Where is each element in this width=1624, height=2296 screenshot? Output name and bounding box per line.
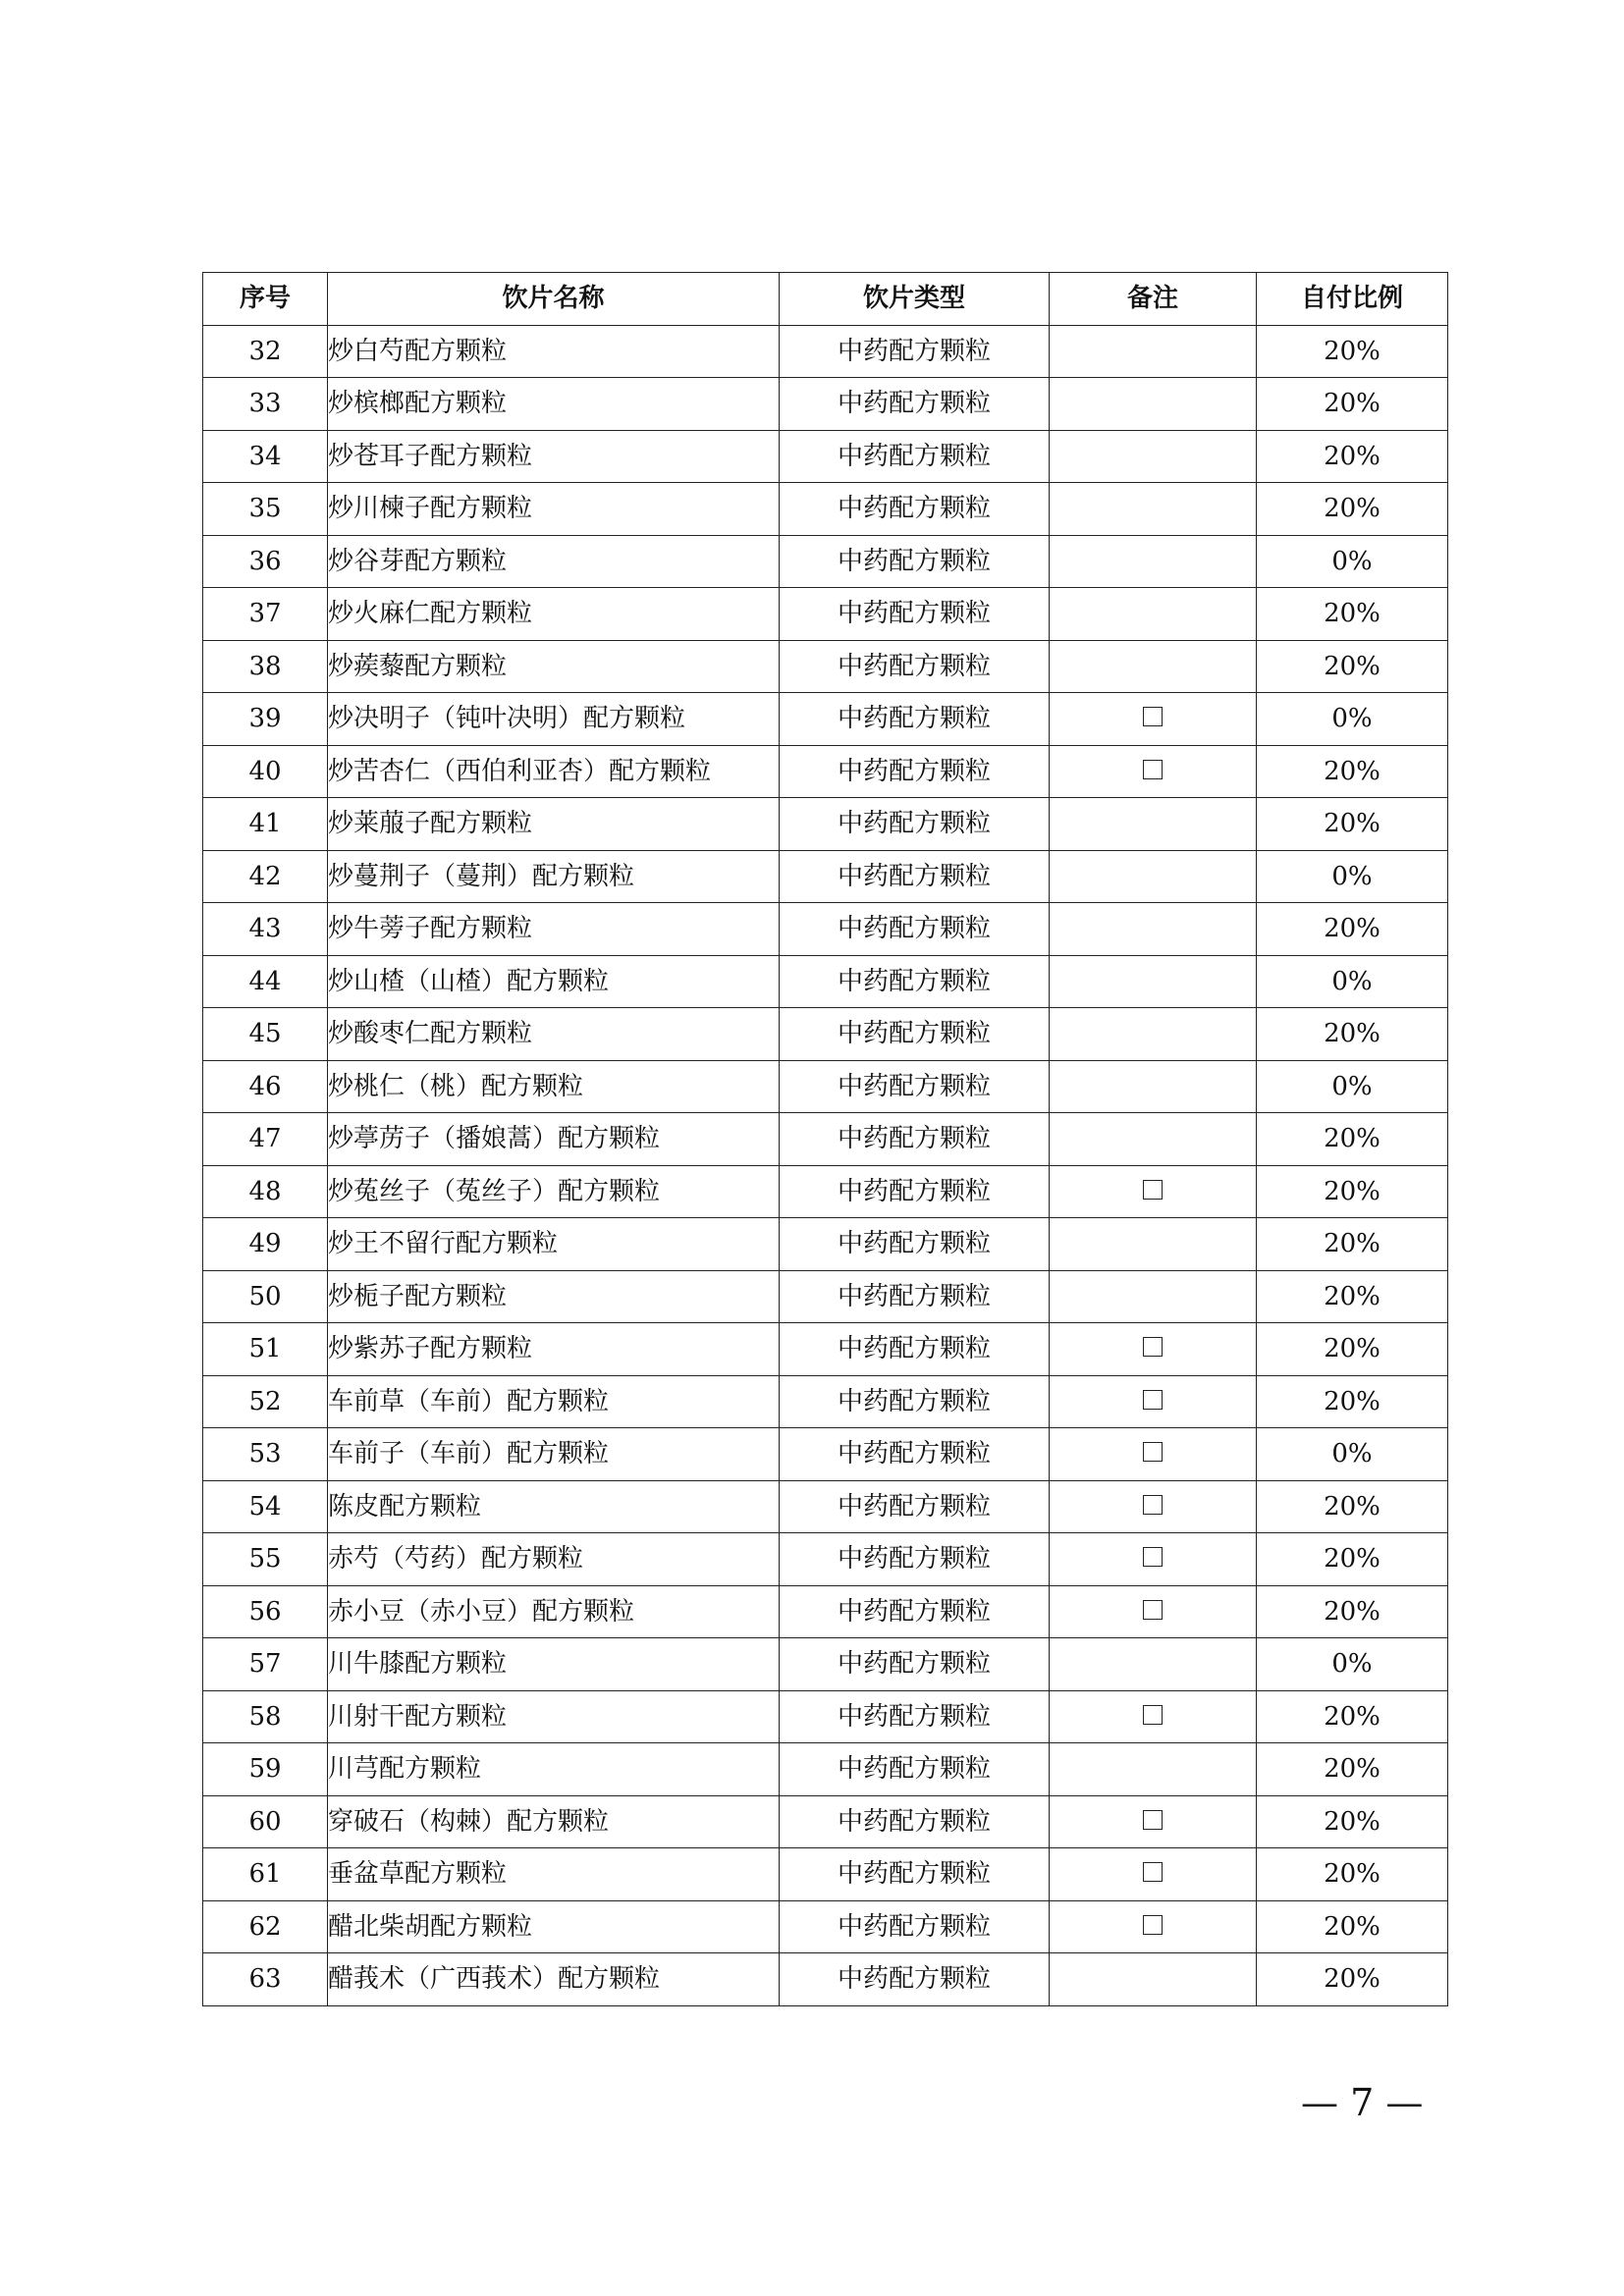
cell-number: 59 bbox=[203, 1743, 328, 1796]
cell-number: 50 bbox=[203, 1270, 328, 1323]
cell-name: 炒决明子（钝叶决明）配方颗粒 bbox=[328, 693, 780, 746]
cell-number: 40 bbox=[203, 745, 328, 798]
cell-type: 中药配方颗粒 bbox=[780, 640, 1050, 693]
cell-rate: 20% bbox=[1257, 1795, 1448, 1848]
table-row bbox=[203, 1690, 1448, 1743]
table-row bbox=[203, 1795, 1448, 1848]
cell-name: 炒苍耳子配方颗粒 bbox=[328, 430, 780, 483]
table-row bbox=[203, 1008, 1448, 1061]
cell-rate: 20% bbox=[1257, 1533, 1448, 1586]
cell-type: 中药配方颗粒 bbox=[780, 1060, 1050, 1113]
cell-note bbox=[1050, 1848, 1257, 1901]
cell-number: 44 bbox=[203, 955, 328, 1008]
page-number: — 7 — bbox=[1301, 2081, 1424, 2124]
cell-note bbox=[1050, 535, 1257, 588]
table-row bbox=[203, 1743, 1448, 1796]
cell-note bbox=[1050, 483, 1257, 536]
cell-note bbox=[1050, 1428, 1257, 1481]
header-name: 饮片名称 bbox=[328, 273, 780, 326]
table-row bbox=[203, 588, 1448, 641]
cell-note bbox=[1050, 1585, 1257, 1638]
cell-name: 川射干配方颗粒 bbox=[328, 1690, 780, 1743]
cell-number: 32 bbox=[203, 325, 328, 378]
cell-type: 中药配方颗粒 bbox=[780, 745, 1050, 798]
cell-note bbox=[1050, 1218, 1257, 1271]
cell-rate: 20% bbox=[1257, 1008, 1448, 1061]
cell-rate: 20% bbox=[1257, 1270, 1448, 1323]
cell-type: 中药配方颗粒 bbox=[780, 1270, 1050, 1323]
cell-note bbox=[1050, 430, 1257, 483]
cell-number: 46 bbox=[203, 1060, 328, 1113]
cell-note bbox=[1050, 745, 1257, 798]
cell-note bbox=[1050, 1270, 1257, 1323]
cell-note bbox=[1050, 903, 1257, 956]
cell-rate: 20% bbox=[1257, 325, 1448, 378]
cell-type: 中药配方颗粒 bbox=[780, 1428, 1050, 1481]
cell-name: 炒槟榔配方颗粒 bbox=[328, 378, 780, 431]
cell-number: 52 bbox=[203, 1375, 328, 1428]
cell-name: 川芎配方颗粒 bbox=[328, 1743, 780, 1796]
cell-rate: 20% bbox=[1257, 1323, 1448, 1376]
table-row bbox=[203, 1375, 1448, 1428]
table-row bbox=[203, 1428, 1448, 1481]
cell-name: 炒蔓荆子（蔓荆）配方颗粒 bbox=[328, 850, 780, 903]
cell-note bbox=[1050, 1323, 1257, 1376]
herb-table bbox=[202, 272, 1448, 2006]
table-row bbox=[203, 1638, 1448, 1691]
cell-name: 垂盆草配方颗粒 bbox=[328, 1848, 780, 1901]
cell-number: 62 bbox=[203, 1900, 328, 1953]
cell-rate: 20% bbox=[1257, 1900, 1448, 1953]
cell-name: 炒火麻仁配方颗粒 bbox=[328, 588, 780, 641]
cell-type: 中药配方颗粒 bbox=[780, 903, 1050, 956]
cell-name: 醋莪术（广西莪术）配方颗粒 bbox=[328, 1953, 780, 2006]
cell-note bbox=[1050, 1060, 1257, 1113]
table-row bbox=[203, 535, 1448, 588]
cell-note bbox=[1050, 1638, 1257, 1691]
cell-note bbox=[1050, 1533, 1257, 1586]
cell-type: 中药配方颗粒 bbox=[780, 1953, 1050, 2006]
cell-rate: 0% bbox=[1257, 1060, 1448, 1113]
cell-type: 中药配方颗粒 bbox=[780, 1638, 1050, 1691]
cell-rate: 20% bbox=[1257, 483, 1448, 536]
table-row bbox=[203, 483, 1448, 536]
checkbox-icon bbox=[1143, 760, 1163, 779]
cell-type: 中药配方颗粒 bbox=[780, 1690, 1050, 1743]
checkbox-icon bbox=[1143, 1862, 1163, 1882]
cell-number: 37 bbox=[203, 588, 328, 641]
cell-number: 35 bbox=[203, 483, 328, 536]
cell-note bbox=[1050, 378, 1257, 431]
cell-name: 赤小豆（赤小豆）配方颗粒 bbox=[328, 1585, 780, 1638]
table-row bbox=[203, 1533, 1448, 1586]
cell-name: 炒山楂（山楂）配方颗粒 bbox=[328, 955, 780, 1008]
cell-rate: 20% bbox=[1257, 1113, 1448, 1166]
cell-number: 54 bbox=[203, 1480, 328, 1533]
cell-rate: 20% bbox=[1257, 640, 1448, 693]
header-number: 序号 bbox=[203, 273, 328, 326]
table-row bbox=[203, 1480, 1448, 1533]
cell-type: 中药配方颗粒 bbox=[780, 378, 1050, 431]
cell-type: 中药配方颗粒 bbox=[780, 955, 1050, 1008]
cell-note bbox=[1050, 1795, 1257, 1848]
cell-number: 47 bbox=[203, 1113, 328, 1166]
cell-type: 中药配方颗粒 bbox=[780, 1375, 1050, 1428]
cell-name: 炒谷芽配方颗粒 bbox=[328, 535, 780, 588]
cell-type: 中药配方颗粒 bbox=[780, 1795, 1050, 1848]
cell-type: 中药配方颗粒 bbox=[780, 1585, 1050, 1638]
cell-name: 赤芍（芍药）配方颗粒 bbox=[328, 1533, 780, 1586]
cell-type: 中药配方颗粒 bbox=[780, 325, 1050, 378]
cell-number: 60 bbox=[203, 1795, 328, 1848]
cell-note bbox=[1050, 1113, 1257, 1166]
cell-rate: 20% bbox=[1257, 1375, 1448, 1428]
cell-type: 中药配方颗粒 bbox=[780, 1900, 1050, 1953]
cell-name: 炒酸枣仁配方颗粒 bbox=[328, 1008, 780, 1061]
cell-number: 36 bbox=[203, 535, 328, 588]
cell-name: 炒王不留行配方颗粒 bbox=[328, 1218, 780, 1271]
cell-name: 炒莱菔子配方颗粒 bbox=[328, 798, 780, 851]
cell-note bbox=[1050, 1690, 1257, 1743]
header-rate: 自付比例 bbox=[1257, 273, 1448, 326]
cell-type: 中药配方颗粒 bbox=[780, 1165, 1050, 1218]
cell-type: 中药配方颗粒 bbox=[780, 798, 1050, 851]
table-row bbox=[203, 745, 1448, 798]
cell-note bbox=[1050, 1900, 1257, 1953]
cell-note bbox=[1050, 1008, 1257, 1061]
checkbox-icon bbox=[1143, 1547, 1163, 1567]
cell-type: 中药配方颗粒 bbox=[780, 1533, 1050, 1586]
cell-rate: 0% bbox=[1257, 1428, 1448, 1481]
cell-name: 炒桃仁（桃）配方颗粒 bbox=[328, 1060, 780, 1113]
cell-name: 炒菟丝子（菟丝子）配方颗粒 bbox=[328, 1165, 780, 1218]
cell-number: 33 bbox=[203, 378, 328, 431]
cell-type: 中药配方颗粒 bbox=[780, 1848, 1050, 1901]
cell-type: 中药配方颗粒 bbox=[780, 1323, 1050, 1376]
cell-rate: 0% bbox=[1257, 693, 1448, 746]
cell-note bbox=[1050, 798, 1257, 851]
table-row bbox=[203, 798, 1448, 851]
cell-type: 中药配方颗粒 bbox=[780, 850, 1050, 903]
cell-rate: 0% bbox=[1257, 535, 1448, 588]
cell-rate: 20% bbox=[1257, 1743, 1448, 1796]
cell-rate: 20% bbox=[1257, 745, 1448, 798]
checkbox-icon bbox=[1143, 1705, 1163, 1725]
table-row bbox=[203, 1848, 1448, 1901]
table-row bbox=[203, 903, 1448, 956]
table-row bbox=[203, 640, 1448, 693]
cell-note bbox=[1050, 955, 1257, 1008]
cell-note bbox=[1050, 588, 1257, 641]
table-row bbox=[203, 850, 1448, 903]
cell-type: 中药配方颗粒 bbox=[780, 535, 1050, 588]
checkbox-icon bbox=[1143, 1337, 1163, 1357]
cell-name: 陈皮配方颗粒 bbox=[328, 1480, 780, 1533]
table-row bbox=[203, 955, 1448, 1008]
cell-name: 炒栀子配方颗粒 bbox=[328, 1270, 780, 1323]
cell-number: 43 bbox=[203, 903, 328, 956]
cell-number: 61 bbox=[203, 1848, 328, 1901]
cell-note bbox=[1050, 1743, 1257, 1796]
table-row bbox=[203, 1165, 1448, 1218]
table-row bbox=[203, 1900, 1448, 1953]
cell-number: 51 bbox=[203, 1323, 328, 1376]
table-row bbox=[203, 1585, 1448, 1638]
checkbox-icon bbox=[1143, 1390, 1163, 1410]
cell-name: 车前草（车前）配方颗粒 bbox=[328, 1375, 780, 1428]
cell-note bbox=[1050, 850, 1257, 903]
table-row bbox=[203, 1323, 1448, 1376]
cell-type: 中药配方颗粒 bbox=[780, 1113, 1050, 1166]
cell-type: 中药配方颗粒 bbox=[780, 483, 1050, 536]
cell-name: 炒川楝子配方颗粒 bbox=[328, 483, 780, 536]
cell-name: 醋北柴胡配方颗粒 bbox=[328, 1900, 780, 1953]
cell-number: 38 bbox=[203, 640, 328, 693]
table-row bbox=[203, 1270, 1448, 1323]
table-row bbox=[203, 693, 1448, 746]
cell-number: 53 bbox=[203, 1428, 328, 1481]
cell-rate: 20% bbox=[1257, 903, 1448, 956]
header-type: 饮片类型 bbox=[780, 273, 1050, 326]
checkbox-icon bbox=[1143, 1810, 1163, 1830]
cell-type: 中药配方颗粒 bbox=[780, 1218, 1050, 1271]
cell-number: 45 bbox=[203, 1008, 328, 1061]
checkbox-icon bbox=[1143, 1495, 1163, 1515]
cell-rate: 0% bbox=[1257, 850, 1448, 903]
cell-note bbox=[1050, 1480, 1257, 1533]
table-row bbox=[203, 1218, 1448, 1271]
cell-note bbox=[1050, 325, 1257, 378]
table-row bbox=[203, 1060, 1448, 1113]
cell-rate: 0% bbox=[1257, 1638, 1448, 1691]
cell-number: 42 bbox=[203, 850, 328, 903]
table-row bbox=[203, 378, 1448, 431]
cell-number: 48 bbox=[203, 1165, 328, 1218]
cell-name: 炒牛蒡子配方颗粒 bbox=[328, 903, 780, 956]
cell-rate: 20% bbox=[1257, 378, 1448, 431]
cell-number: 49 bbox=[203, 1218, 328, 1271]
cell-number: 39 bbox=[203, 693, 328, 746]
cell-rate: 20% bbox=[1257, 1218, 1448, 1271]
checkbox-icon bbox=[1143, 1442, 1163, 1462]
cell-name: 炒白芍配方颗粒 bbox=[328, 325, 780, 378]
cell-type: 中药配方颗粒 bbox=[780, 693, 1050, 746]
cell-rate: 20% bbox=[1257, 1585, 1448, 1638]
cell-number: 56 bbox=[203, 1585, 328, 1638]
cell-rate: 20% bbox=[1257, 1953, 1448, 2006]
checkbox-icon bbox=[1143, 1600, 1163, 1620]
cell-name: 炒苦杏仁（西伯利亚杏）配方颗粒 bbox=[328, 745, 780, 798]
cell-type: 中药配方颗粒 bbox=[780, 588, 1050, 641]
cell-note bbox=[1050, 640, 1257, 693]
cell-rate: 20% bbox=[1257, 1690, 1448, 1743]
cell-type: 中药配方颗粒 bbox=[780, 1480, 1050, 1533]
cell-name: 川牛膝配方颗粒 bbox=[328, 1638, 780, 1691]
cell-rate: 20% bbox=[1257, 430, 1448, 483]
cell-note bbox=[1050, 1165, 1257, 1218]
table-header-row bbox=[203, 273, 1448, 326]
checkbox-icon bbox=[1143, 1915, 1163, 1935]
cell-note bbox=[1050, 1375, 1257, 1428]
table-row bbox=[203, 1953, 1448, 2006]
cell-type: 中药配方颗粒 bbox=[780, 1008, 1050, 1061]
table-body bbox=[203, 325, 1448, 2005]
cell-number: 63 bbox=[203, 1953, 328, 2006]
cell-note bbox=[1050, 693, 1257, 746]
table-row bbox=[203, 1113, 1448, 1166]
header-note: 备注 bbox=[1050, 273, 1257, 326]
checkbox-icon bbox=[1143, 1180, 1163, 1200]
cell-type: 中药配方颗粒 bbox=[780, 430, 1050, 483]
cell-type: 中药配方颗粒 bbox=[780, 1743, 1050, 1796]
cell-rate: 20% bbox=[1257, 1165, 1448, 1218]
cell-name: 炒蒺藜配方颗粒 bbox=[328, 640, 780, 693]
cell-number: 41 bbox=[203, 798, 328, 851]
cell-name: 车前子（车前）配方颗粒 bbox=[328, 1428, 780, 1481]
cell-rate: 20% bbox=[1257, 588, 1448, 641]
cell-name: 炒葶苈子（播娘蒿）配方颗粒 bbox=[328, 1113, 780, 1166]
cell-rate: 20% bbox=[1257, 798, 1448, 851]
cell-name: 穿破石（构棘）配方颗粒 bbox=[328, 1795, 780, 1848]
cell-number: 57 bbox=[203, 1638, 328, 1691]
cell-rate: 0% bbox=[1257, 955, 1448, 1008]
cell-name: 炒紫苏子配方颗粒 bbox=[328, 1323, 780, 1376]
table-row bbox=[203, 430, 1448, 483]
cell-number: 58 bbox=[203, 1690, 328, 1743]
cell-number: 34 bbox=[203, 430, 328, 483]
cell-rate: 20% bbox=[1257, 1848, 1448, 1901]
checkbox-icon bbox=[1143, 707, 1163, 726]
cell-note bbox=[1050, 1953, 1257, 2006]
cell-number: 55 bbox=[203, 1533, 328, 1586]
table-row bbox=[203, 325, 1448, 378]
cell-rate: 20% bbox=[1257, 1480, 1448, 1533]
